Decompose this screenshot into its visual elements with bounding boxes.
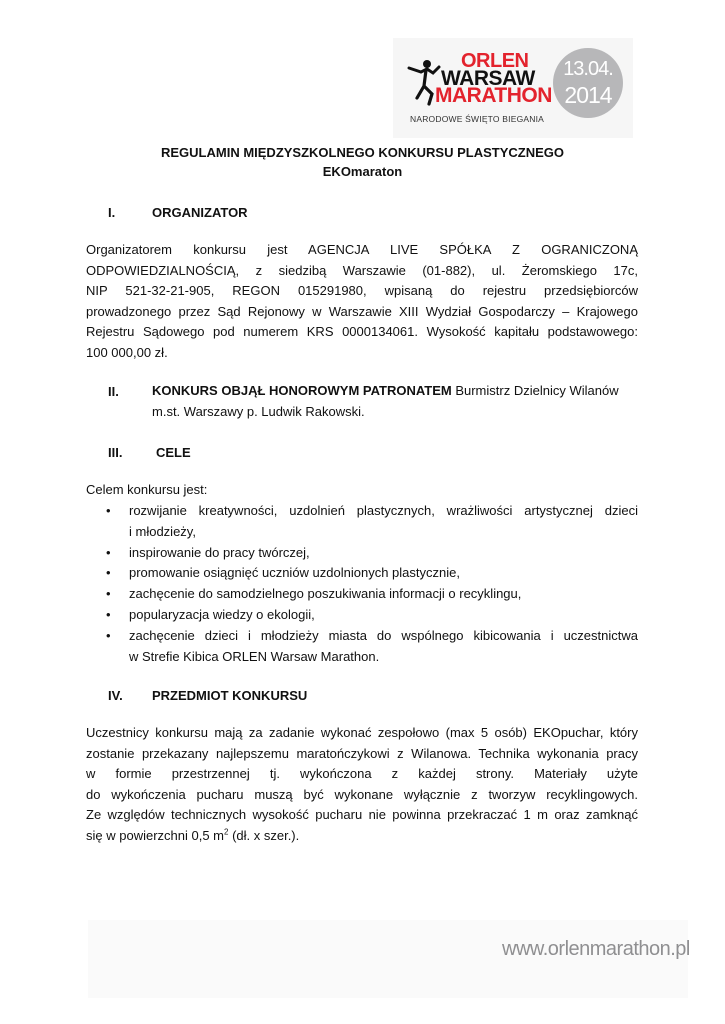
list-item xyxy=(86,501,638,543)
goal-text-line: zachęcenie dzieci i młodzieży miasta do wspólnego kibicowania i uczestnictwa xyxy=(129,627,638,643)
goal-text: popularyzacja wiedzy o ekologii, xyxy=(129,606,315,622)
patronage-paragraph xyxy=(152,381,638,422)
list-item xyxy=(86,605,638,626)
bullet-icon: • xyxy=(106,544,111,560)
goal-text-line: rozwijanie kreatywności, uzdolnień plastycznych, wrażliwości artystycznej dzieci xyxy=(129,503,638,518)
list-item xyxy=(86,584,638,605)
subject-line: Ze względów technicznych wysokość pucharu nie powinna przekraczać 1 m oraz zamknąć xyxy=(86,807,638,822)
section-3-number: III. xyxy=(108,445,123,460)
goal-text-line: w Strefie Kibica ORLEN Warsaw Marathon. xyxy=(129,648,380,664)
patronage-text: Burmistrz Dzielnicy Wilanów m.st. Warszawy p. Ludwik Rakowski. xyxy=(152,383,619,419)
section-2-number: II. xyxy=(108,384,119,399)
organizer-line: Rejestru Sądowego pod numerem KRS 0000134061. Wysokość kapitału podstawowego: xyxy=(86,324,638,339)
list-item xyxy=(86,543,638,564)
goals-intro: Celem konkursu jest: xyxy=(86,482,208,497)
goal-text: promowanie osiągnięć uczniów uzdolnionych plastycznie, xyxy=(129,565,460,581)
organizer-line: NIP 521-32-21-905, REGON 015291980, wpisaną do rejestru przedsiębiorców xyxy=(86,283,638,298)
section-2-title: KONKURS OBJĄŁ HONOROWYM PATRONATEM xyxy=(152,383,452,398)
organizer-line: prowadzonego przez Sąd Rejonowy w Warszawie XIII Wydział Gospodarczy – Krajowego xyxy=(86,303,638,319)
logo-word-orlen: ORLEN xyxy=(461,50,529,72)
goal-text: zachęcenie do samodzielnego poszukiwania informacji o recyklingu, xyxy=(129,586,522,602)
organizer-paragraph xyxy=(86,240,638,363)
section-1-title: ORGANIZATOR xyxy=(152,205,248,220)
section-1-number: I. xyxy=(108,205,116,220)
goal-text: inspirowanie do pracy twórczej, xyxy=(129,544,310,560)
bullet-icon: • xyxy=(106,565,111,581)
document-subtitle: EKOmaraton xyxy=(322,164,403,179)
date-badge xyxy=(553,48,623,118)
goals-list xyxy=(86,501,638,667)
logo-word-warsaw: WARSAW xyxy=(441,67,535,90)
date-badge-year: 2014 xyxy=(564,82,612,108)
orlen-warsaw-marathon-logo xyxy=(393,38,633,138)
superscript-2: 2 xyxy=(224,827,229,837)
bullet-icon: • xyxy=(106,627,111,643)
list-item xyxy=(86,563,638,584)
subject-line: Uczestnicy konkursu mają za zadanie wykonać zespołowo (max 5 osób) EKOpuchar, który xyxy=(86,725,638,740)
bullet-icon: • xyxy=(106,606,111,622)
subject-last-text-end: (dł. x szer.). xyxy=(228,827,300,843)
organizer-line: Organizatorem konkursu jest AGENCJA LIVE SPÓŁKA Z OGRANICZONĄ xyxy=(86,242,638,257)
subject-line-last xyxy=(86,826,638,847)
footer-website: www.orlenmarathon.pl xyxy=(502,938,690,960)
subject-line: w formie przestrzennej tj. wykończona z każdej strony. Materiały użyte xyxy=(86,766,638,781)
organizer-line: ODPOWIEDZIALNOŚCIĄ, z siedzibą Warszawie (01-882), ul. Żeromskiego 17c, xyxy=(86,262,638,278)
subject-last-text: się w powierzchni 0,5 m xyxy=(86,827,224,843)
bullet-icon: • xyxy=(106,586,111,602)
logo-tagline: NARODOWE ŚWIĘTO BIEGANIA xyxy=(410,114,545,124)
section-4-title: PRZEDMIOT KONKURSU xyxy=(152,688,308,703)
document-title: REGULAMIN MIĘDZYSZKOLNEGO KONKURSU PLASTYCZNEGO xyxy=(160,145,564,160)
section-4-number: IV. xyxy=(108,688,123,703)
list-item xyxy=(86,626,638,668)
section-3-title: CELE xyxy=(156,445,191,460)
subject-paragraph xyxy=(86,723,638,846)
subject-line: zostanie przekazany najlepszemu maratończykowi z Wilanowa. Technika wykonania pracy xyxy=(86,745,638,761)
logo-wordmark xyxy=(435,50,552,107)
logo-word-marathon: MARATHON xyxy=(435,84,552,107)
date-badge-day: 13.04. xyxy=(563,58,613,80)
subject-line: do wykończenia pucharu muszą być wykonane wyłącznie z tworzyw recyklingowych. xyxy=(86,786,638,802)
goal-text-line: i młodzieży, xyxy=(129,523,196,539)
bullet-icon: • xyxy=(106,503,111,518)
organizer-line: 100 000,00 zł. xyxy=(86,344,168,360)
